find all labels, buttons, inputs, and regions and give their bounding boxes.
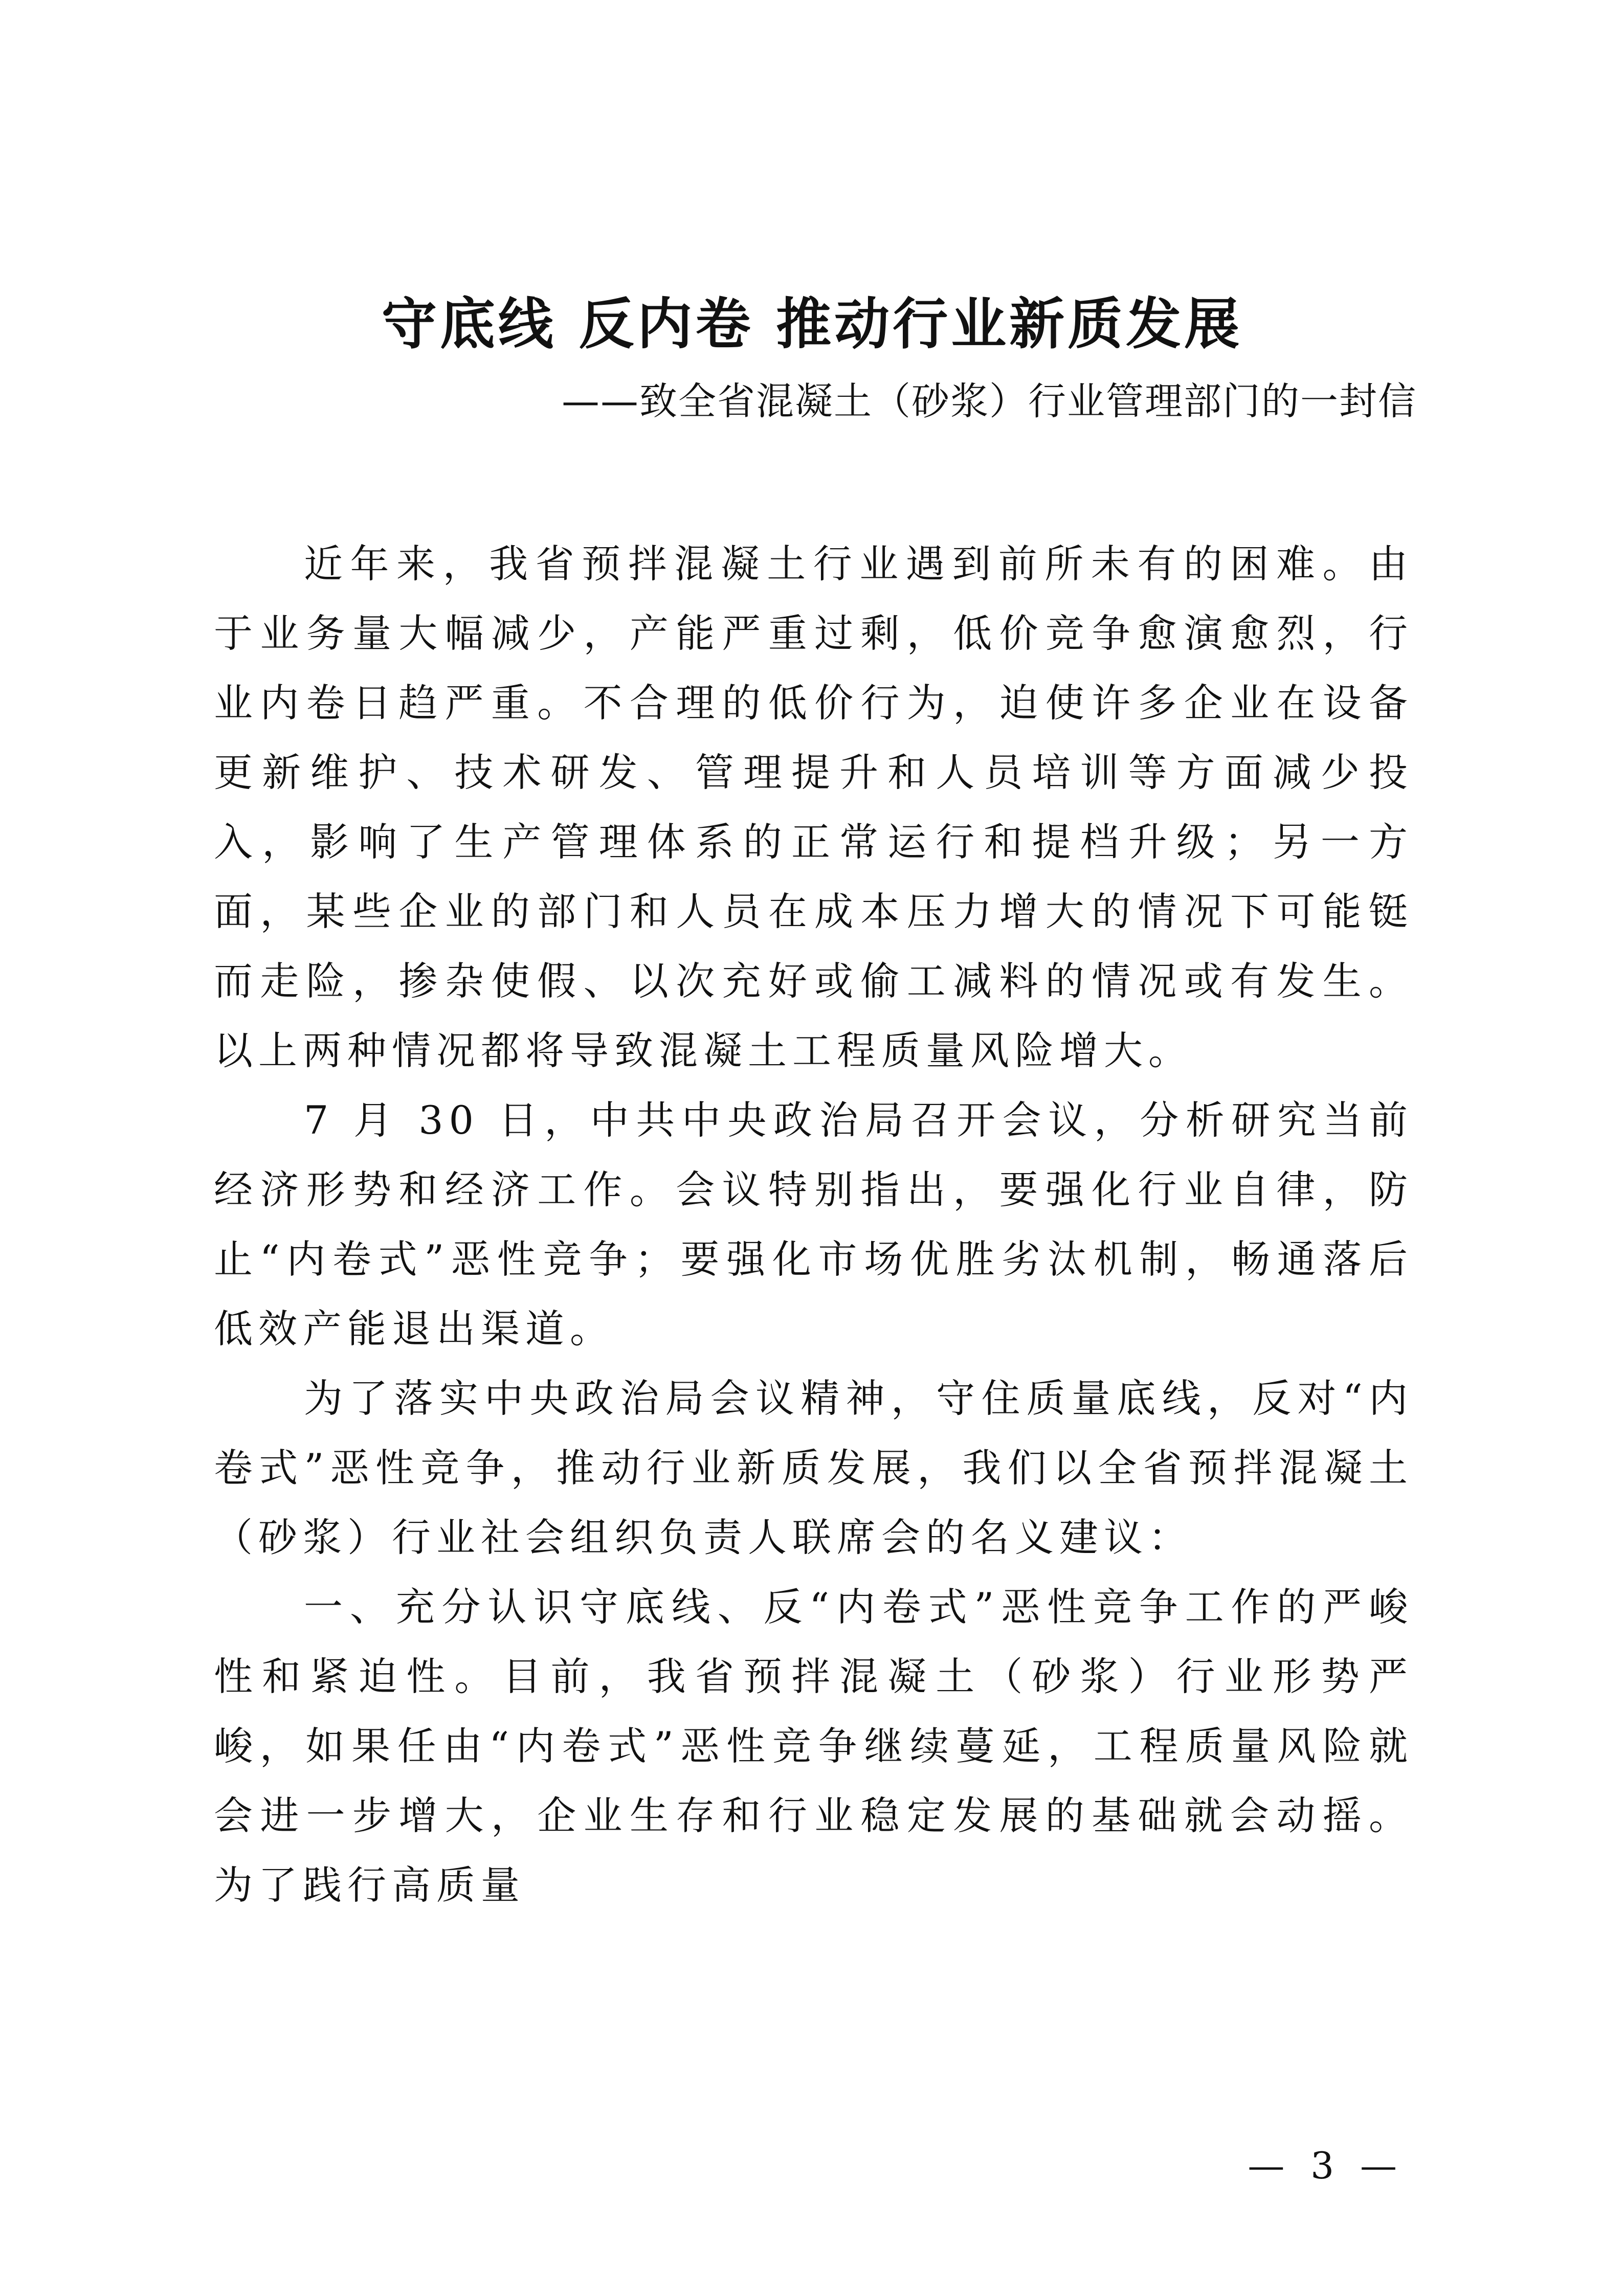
- document-body: [214, 529, 1413, 1920]
- body-paragraph: 近年来，我省预拌混凝土行业遇到前所未有的困难。由于业务量大幅减少，产能严重过剩，低价竞争愈演愈烈，行业内卷日趋严重。不合理的低价行为，迫使许多企业在设备更新维护、技术研发、管理提升和人员培训等方面减少投入，影响了生产管理体系的正常运行和提档升级；另一方面，某些企业的部门和人员在成本压力增大的情况下可能铤而走险，掺杂使假、以次充好或偷工减料的情况或有发生。以上两种情况都将导致混凝土工程质量风险增大。: [214, 541, 1413, 1073]
- page-number: — 3 —: [1248, 2144, 1404, 2187]
- body-paragraph: 7 月 30 日，中共中央政治局召开会议，分析研究当前经济形势和经济工作。会议特别指出，要强化行业自律，防止“内卷式”恶性竞争；要强化市场优胜劣汰机制，畅通落后低效产能退出渠道。: [214, 1097, 1413, 1352]
- body-paragraph: 一、充分认识守底线、反“内卷式”恶性竞争工作的严峻性和紧迫性。目前，我省预拌混凝土（砂浆）行业形势严峻，如果任由“内卷式”恶性竞争继续蔓延，工程质量风险就会进一步增大，企业生存和行业稳定发展的基础就会动摇。为了践行高质量: [214, 1584, 1413, 1908]
- document-subtitle: ——致全省混凝土（砂浆）行业管理部门的一封信: [562, 379, 1417, 423]
- body-paragraph: 为了落实中央政治局会议精神，守住质量底线，反对“内卷式”恶性竞争，推动行业新质发展，我们以全省预拌混凝土（砂浆）行业社会组织负责人联席会的名义建议：: [214, 1376, 1413, 1560]
- document-title: 守底线 反内卷 推动行业新质发展: [381, 292, 1243, 356]
